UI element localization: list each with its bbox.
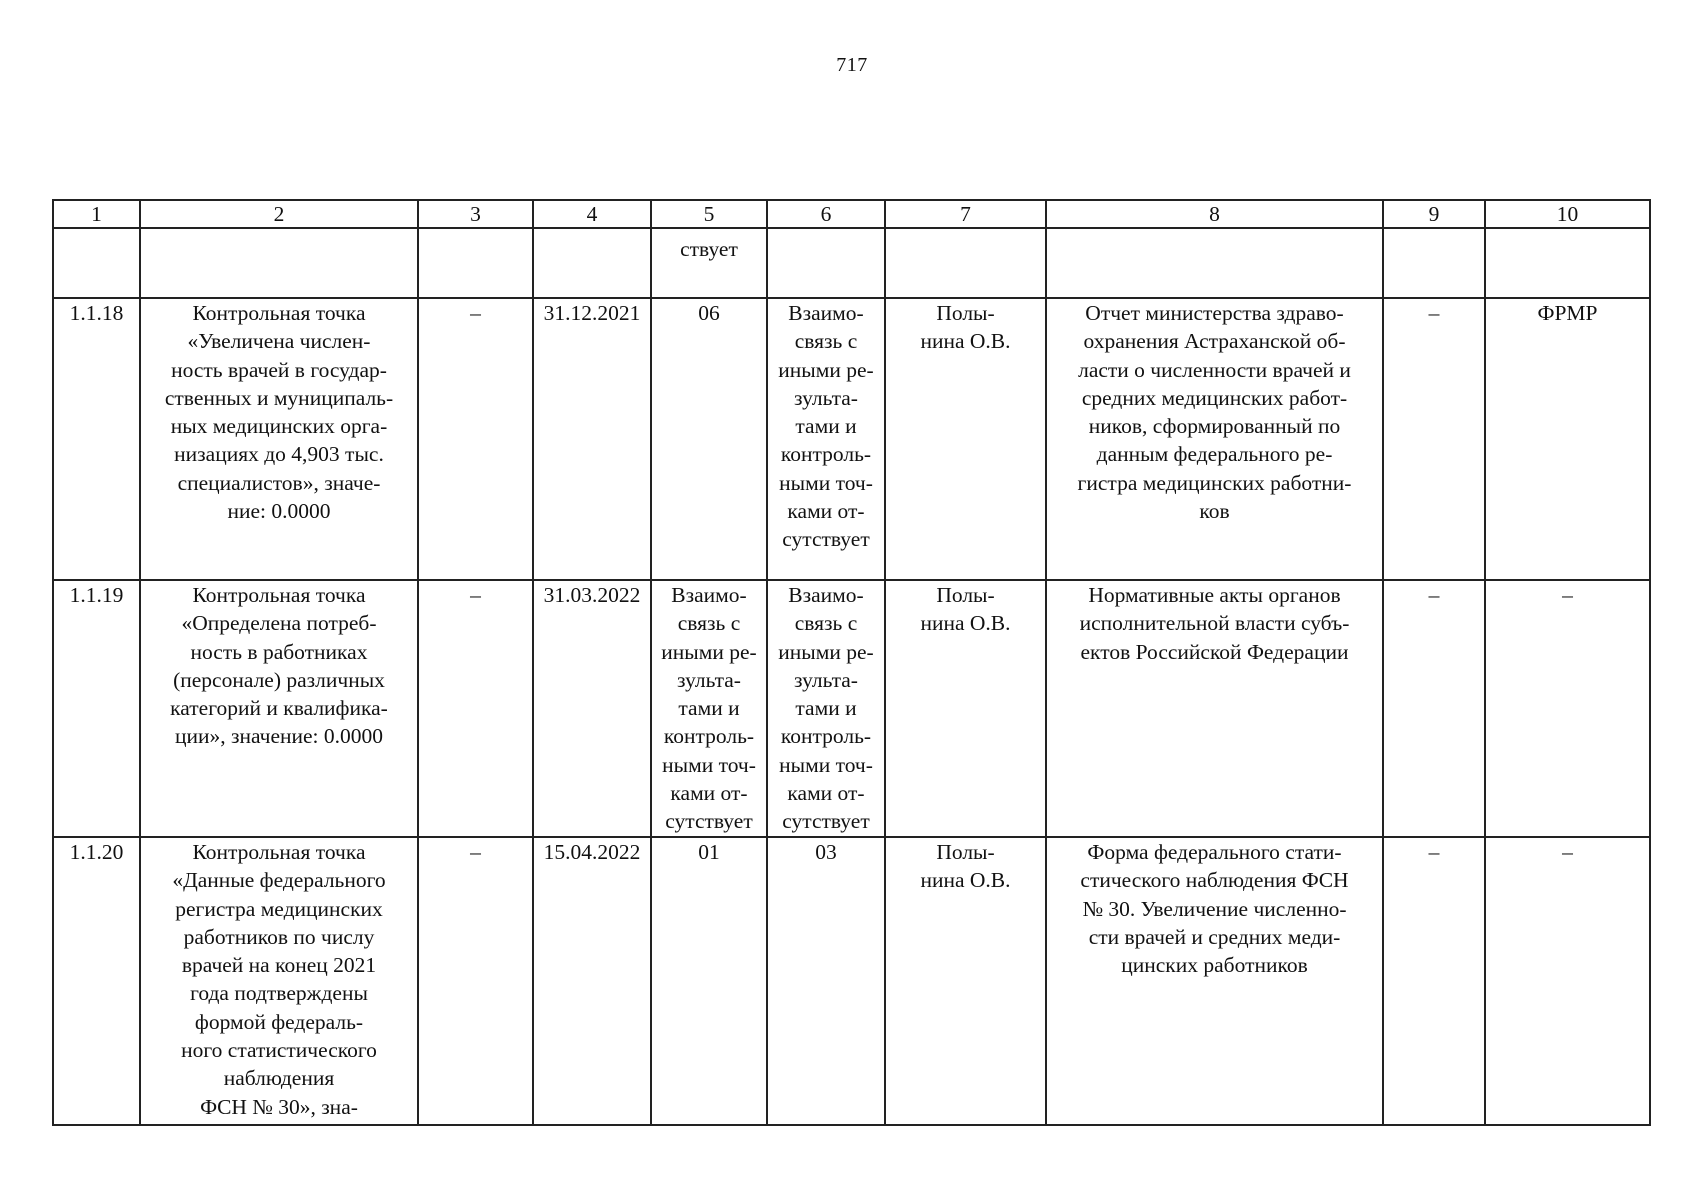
document-cell: Отчет министерства здраво- охранения Астраханской об- ласти о численности врачей и средних медицинских работ- ников, сформированный по данным федерального ре- гистра медицинских работни- ков <box>1046 298 1383 580</box>
table-row <box>53 837 1650 1125</box>
table-cell: ФРМР <box>1485 298 1650 580</box>
page-number: 717 <box>836 54 868 76</box>
table-cell: – <box>418 298 533 580</box>
column-number: 5 <box>651 200 767 228</box>
table-cell <box>1046 228 1383 298</box>
table-cell <box>533 228 651 298</box>
checkpoint-description-cell: Контрольная точка «Определена потреб- ность в работниках (персонале) различных категорий и квалифика- ции», значение: 0.0000 <box>140 580 418 837</box>
table-cell: Взаимо- связь с иными ре- зульта- тами и контроль- ными точ- ками от- сутствует <box>651 580 767 837</box>
document-cell: Нормативные акты органов исполнительной власти субъ- ектов Российской Федерации <box>1046 580 1383 837</box>
table-row <box>53 580 1650 837</box>
table-cell: 01 <box>651 837 767 1125</box>
date-cell: 31.03.2022 <box>533 580 651 837</box>
table-cell <box>418 228 533 298</box>
responsible-person-cell: Полы- нина О.В. <box>885 837 1046 1125</box>
table-cell <box>53 228 140 298</box>
column-number: 4 <box>533 200 651 228</box>
table-cell: – <box>418 580 533 837</box>
date-cell: 15.04.2022 <box>533 837 651 1125</box>
date-cell: 31.12.2021 <box>533 298 651 580</box>
row-number-cell: 1.1.20 <box>53 837 140 1125</box>
table-cell: – <box>1383 298 1485 580</box>
data-table <box>52 199 1651 1126</box>
column-number: 6 <box>767 200 885 228</box>
continuation-row <box>53 228 1650 298</box>
table-cell: – <box>1485 580 1650 837</box>
table-cell: Взаимо- связь с иными ре- зульта- тами и контроль- ными точ- ками от- сутствует <box>767 580 885 837</box>
table-cell: 06 <box>651 298 767 580</box>
table-cell: Взаимо- связь с иными ре- зульта- тами и контроль- ными точ- ками от- сутствует <box>767 298 885 580</box>
column-number: 9 <box>1383 200 1485 228</box>
checkpoint-description-cell: Контрольная точка «Данные федерального регистра медицинских работников по числу врачей на конец 2021 года подтверждены формой федераль- ного статистического наблюдения ФСН № 30», зна- <box>140 837 418 1125</box>
responsible-person-cell: Полы- нина О.В. <box>885 580 1046 837</box>
table-cell: – <box>1383 837 1485 1125</box>
checkpoint-description-cell: Контрольная точка «Увеличена числен- ность врачей в государ- ственных и муниципаль- ных медицинских орга- низациях до 4,903 тыс. специалистов», значе- ние: 0.0000 <box>140 298 418 580</box>
column-number: 1 <box>53 200 140 228</box>
table-cell: – <box>418 837 533 1125</box>
table-cell <box>767 228 885 298</box>
table-cell <box>1383 228 1485 298</box>
column-number: 2 <box>140 200 418 228</box>
table-cell <box>140 228 418 298</box>
table-cell <box>885 228 1046 298</box>
column-number: 8 <box>1046 200 1383 228</box>
document-cell: Форма федерального стати- стического наблюдения ФСН № 30. Увеличение численно- сти врачей и средних меди- цинских работников <box>1046 837 1383 1125</box>
column-number: 3 <box>418 200 533 228</box>
table-cell: – <box>1485 837 1650 1125</box>
row-number-cell: 1.1.19 <box>53 580 140 837</box>
table-cell: ствует <box>651 228 767 298</box>
table-cell <box>1485 228 1650 298</box>
responsible-person-cell: Полы- нина О.В. <box>885 298 1046 580</box>
column-number: 7 <box>885 200 1046 228</box>
table-row <box>53 298 1650 580</box>
column-number-row <box>53 200 1650 228</box>
column-number: 10 <box>1485 200 1650 228</box>
table-cell: – <box>1383 580 1485 837</box>
row-number-cell: 1.1.18 <box>53 298 140 580</box>
table-cell: 03 <box>767 837 885 1125</box>
